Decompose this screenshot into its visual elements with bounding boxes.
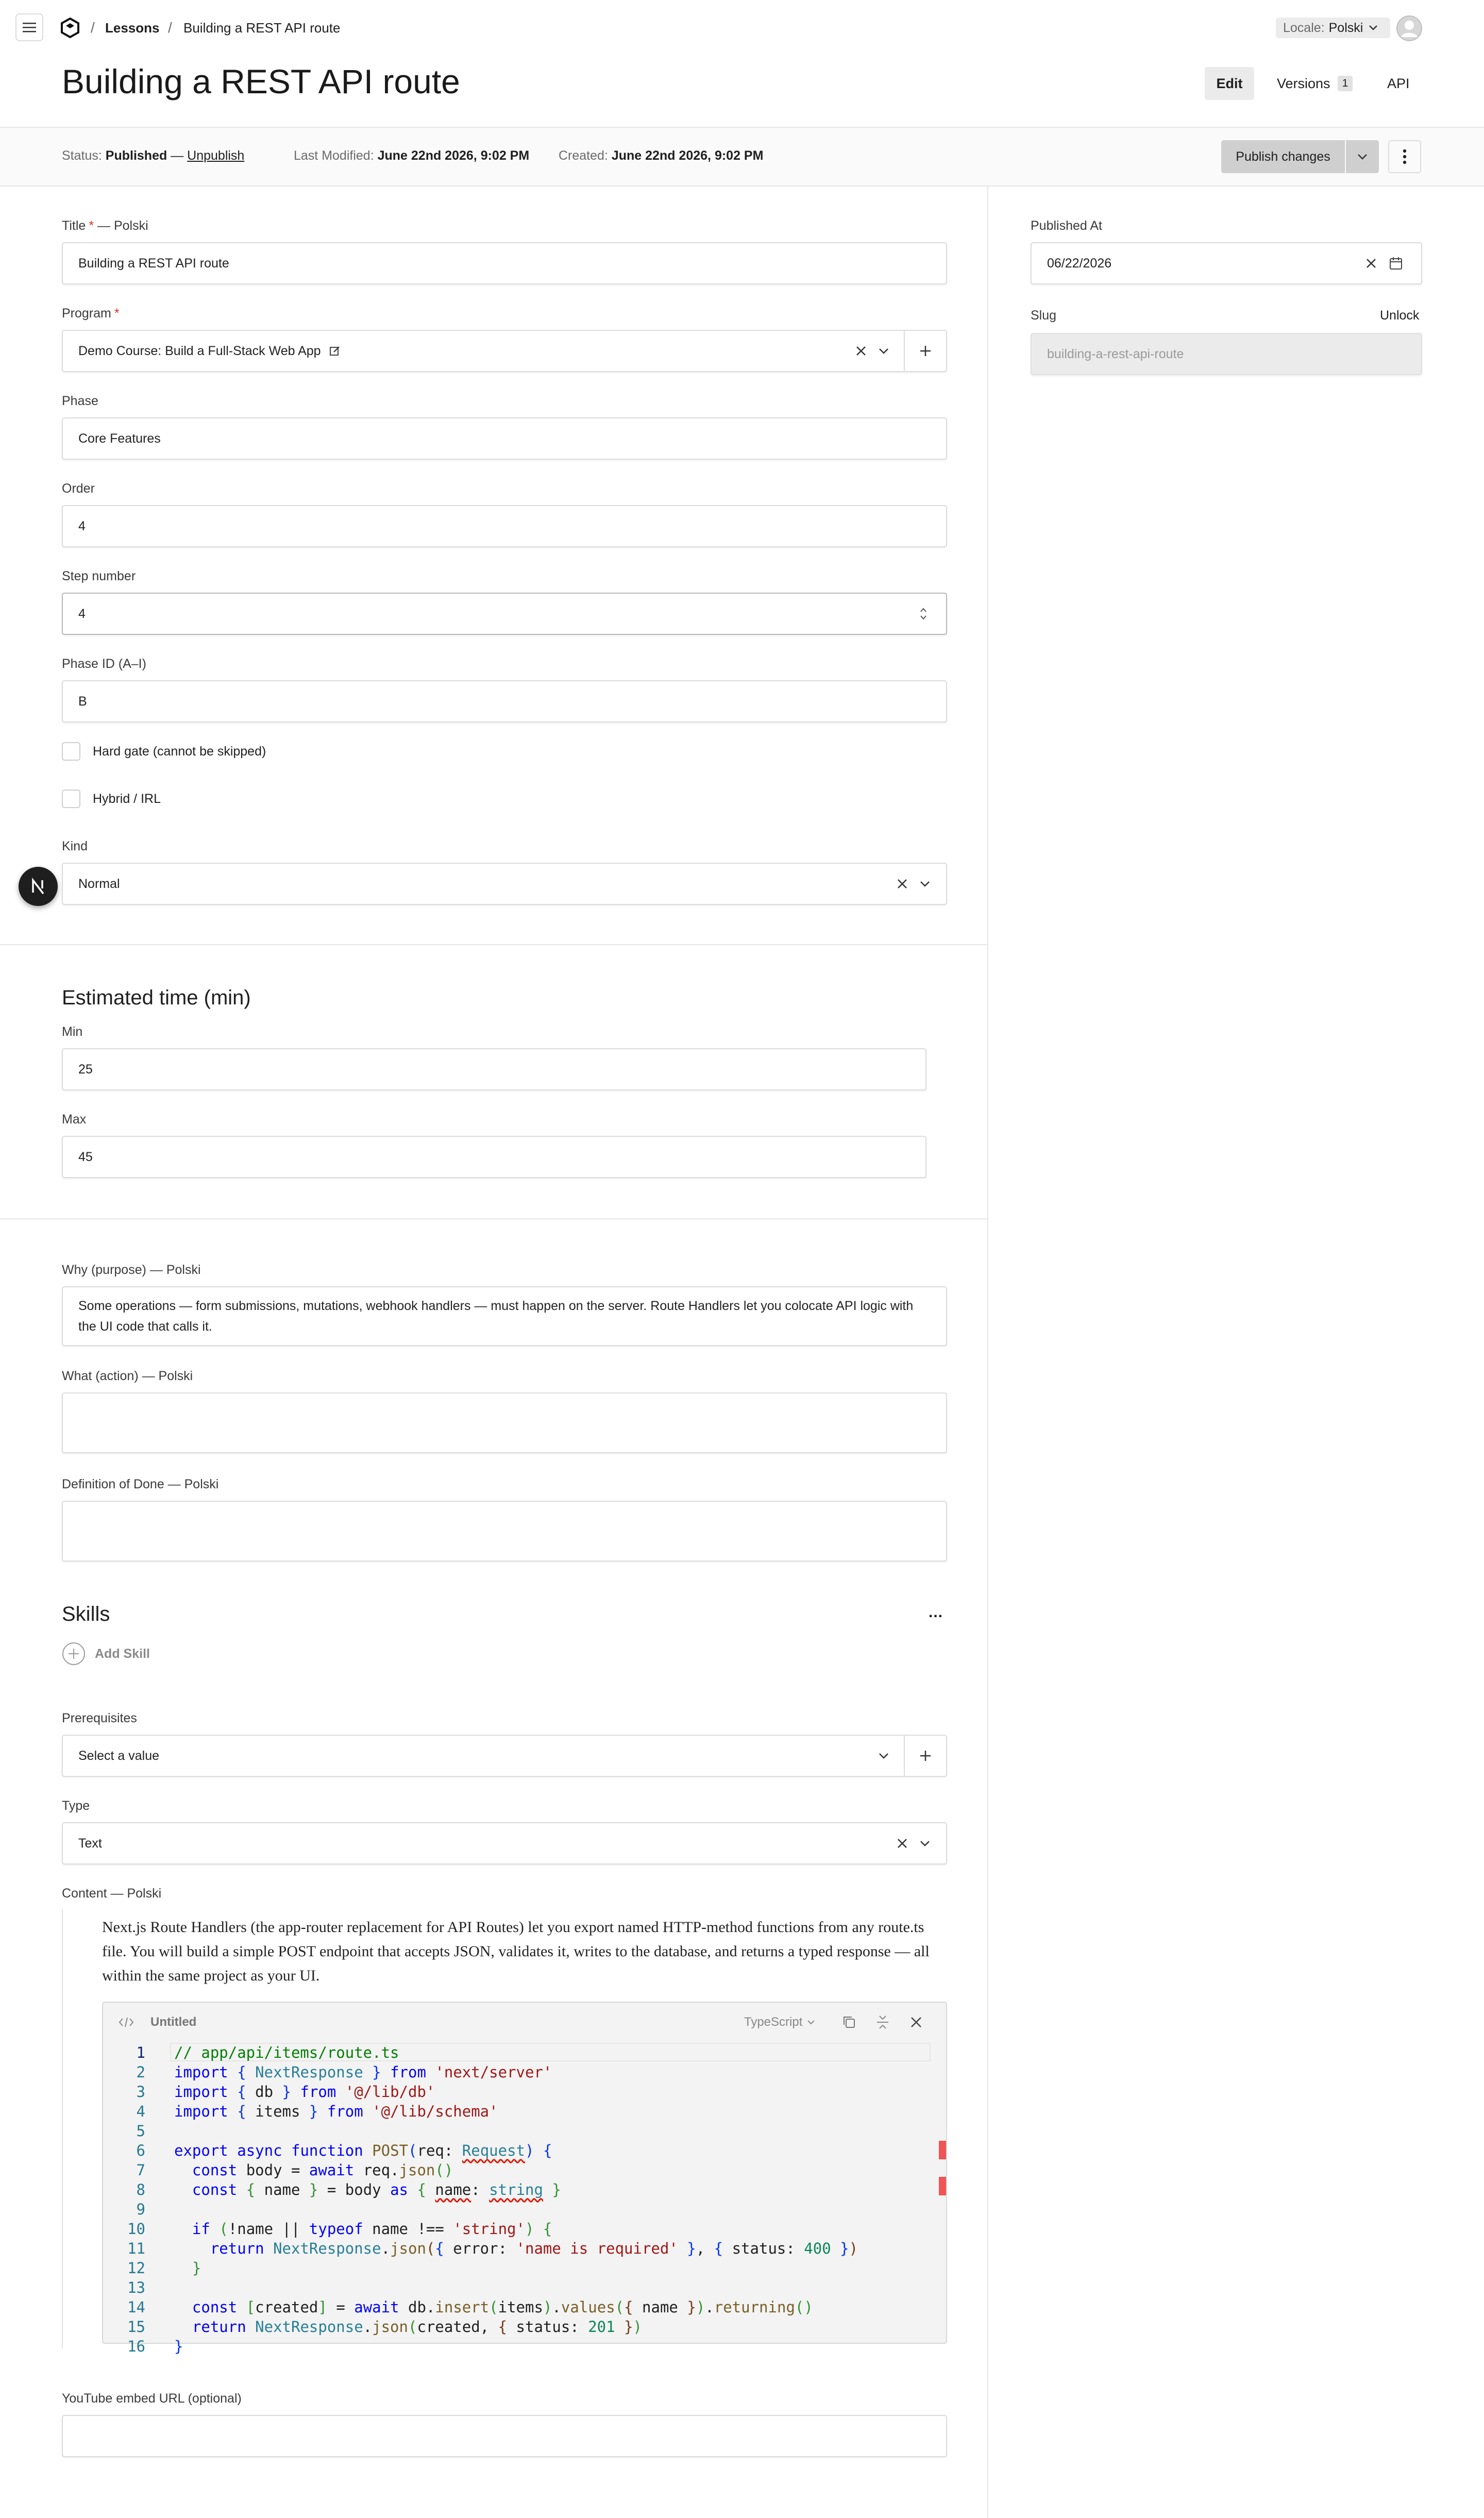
hard-gate-checkbox[interactable]: [62, 742, 80, 761]
step-label: Step number: [62, 569, 136, 583]
line-number: 12: [127, 2259, 145, 2277]
prereq-add-button[interactable]: [904, 1736, 946, 1776]
breadcrumb-separator: /: [168, 20, 172, 36]
error-marker: [939, 2141, 946, 2159]
close-icon[interactable]: [855, 345, 867, 357]
tab-api[interactable]: [1387, 67, 1418, 100]
avatar-icon[interactable]: [1396, 15, 1422, 41]
status-sep: —: [171, 148, 184, 163]
published-at-input[interactable]: [1031, 242, 1422, 284]
code-toolbar: [103, 2003, 946, 2042]
code-block[interactable]: [102, 2002, 947, 2355]
max-label: Max: [62, 1112, 87, 1127]
kind-label: Kind: [62, 839, 88, 853]
modified-info: [294, 148, 529, 163]
stepper-icon[interactable]: [919, 607, 927, 621]
kind-select[interactable]: [62, 863, 947, 905]
plus-icon: [919, 1750, 932, 1762]
close-icon[interactable]: [897, 1838, 908, 1849]
status-divider: [0, 186, 1484, 187]
title-locale: — Polski: [97, 219, 148, 233]
slug-unlock-button[interactable]: Unlock: [1380, 308, 1420, 323]
tab-versions-label: Versions: [1277, 75, 1330, 91]
chevron-down-icon: [1357, 153, 1368, 160]
code-line: import { items } from '@/lib/schema': [174, 2103, 498, 2120]
type-select[interactable]: [62, 1822, 947, 1865]
line-number: 7: [136, 2161, 145, 2179]
line-number: 11: [127, 2240, 145, 2257]
hybrid-label: Hybrid / IRL: [93, 792, 161, 806]
line-number: 4: [136, 2103, 145, 2120]
collapse-icon[interactable]: [876, 2015, 889, 2030]
created-value: June 22nd 2026, 9:02 PM: [611, 148, 764, 163]
code-line: const [created] = await db.insert(items).values({ name }).returning(): [192, 2298, 813, 2316]
hard-gate-label: Hard gate (cannot be skipped): [93, 744, 266, 759]
locale-label: Locale:: [1283, 20, 1325, 35]
chevron-down-icon: [1368, 24, 1378, 31]
why-value: Some operations — form submissions, mutations, webhook handlers — must happen on the server. Route Handlers let you colocate API logic with the UI code that calls it.: [78, 1299, 914, 1334]
line-number: 5: [136, 2122, 145, 2140]
locale-selector[interactable]: [1276, 18, 1390, 38]
calendar-icon[interactable]: [1389, 257, 1403, 270]
youtube-label: YouTube embed URL (optional): [62, 2391, 242, 2406]
line-number: 14: [127, 2298, 145, 2316]
page-title: Building a REST API route: [62, 62, 460, 100]
code-line: return NextResponse.json({ error: 'name is required' }, { status: 400 }): [210, 2240, 858, 2257]
type-value: Text: [78, 1836, 102, 1851]
tab-edit-label: Edit: [1216, 75, 1243, 91]
line-number: 3: [136, 2083, 145, 2101]
step-number-input[interactable]: [62, 593, 947, 635]
max-input[interactable]: [62, 1136, 926, 1178]
publish-options-button[interactable]: [1346, 140, 1379, 173]
line-number: 2: [136, 2063, 145, 2081]
youtube-input[interactable]: [62, 2415, 947, 2457]
slug-value: building-a-rest-api-route: [1047, 346, 1184, 361]
required-marker: *: [89, 219, 94, 233]
modified-value: June 22nd 2026, 9:02 PM: [377, 148, 530, 163]
done-textarea[interactable]: [62, 1501, 947, 1562]
breadcrumb-lessons[interactable]: Lessons: [105, 20, 160, 36]
close-icon[interactable]: [897, 878, 908, 889]
sidebar-divider: [987, 187, 988, 2518]
line-number: 1: [136, 2044, 145, 2061]
chevron-down-icon: [806, 2019, 816, 2025]
nextjs-dev-badge[interactable]: [19, 867, 58, 906]
language-selector[interactable]: [744, 2015, 816, 2029]
min-input[interactable]: [62, 1048, 926, 1090]
hamburger-icon: [23, 22, 36, 33]
versions-count-badge: 1: [1338, 76, 1353, 91]
hybrid-checkbox[interactable]: [62, 790, 80, 808]
add-skill-label: Add Skill: [95, 1646, 150, 1661]
code-line: import { db } from '@/lib/db': [174, 2083, 435, 2101]
add-skill-button[interactable]: [62, 1642, 150, 1666]
content-paragraph[interactable]: Next.js Route Handlers (the app-router replacement for API Routes) let you export named HTTP-method functions from any route.ts file. You will build a simple POST endpoint that accepts JSON, validates it, writes to the database, and returns a typed response — all within the same project as your UI.: [102, 1919, 930, 1984]
line-number: 9: [136, 2201, 145, 2218]
code-line: export async function POST(req: Request) {: [174, 2142, 552, 2159]
code-line: // app/api/items/route.ts: [174, 2044, 399, 2061]
language-value: TypeScript: [744, 2015, 803, 2029]
order-input[interactable]: [62, 505, 947, 547]
breadcrumb-current: Building a REST API route: [183, 20, 341, 36]
kind-value: Normal: [78, 876, 120, 891]
status-label: Status:: [62, 148, 102, 163]
chevron-down-icon[interactable]: [919, 1840, 931, 1847]
status-info: [62, 148, 244, 163]
min-label: Min: [62, 1025, 83, 1039]
program-select[interactable]: [62, 330, 947, 372]
tab-versions[interactable]: [1277, 67, 1359, 100]
unpublish-link[interactable]: Unpublish: [187, 148, 245, 163]
line-number: 16: [127, 2338, 145, 2355]
more-options-button[interactable]: [1388, 140, 1421, 173]
locale-value: Polski: [1328, 20, 1363, 35]
program-label-text: Program: [62, 306, 111, 321]
chevron-down-icon[interactable]: [878, 347, 889, 355]
skills-more-button[interactable]: ...: [929, 1604, 943, 1621]
created-label: Created:: [559, 148, 608, 163]
phase-value: Core Features: [78, 431, 161, 446]
logo-icon[interactable]: [60, 18, 80, 38]
section-divider: [0, 1218, 987, 1219]
tab-edit[interactable]: [1205, 67, 1254, 100]
phase-id-input[interactable]: [62, 680, 947, 723]
code-editor[interactable]: [103, 2042, 946, 2355]
section-divider: [0, 944, 987, 945]
plus-icon: [919, 345, 932, 357]
close-icon[interactable]: [1365, 258, 1377, 269]
code-title[interactable]: Untitled: [150, 2015, 197, 2029]
estimated-heading: Estimated time (min): [62, 986, 251, 1009]
program-label: [62, 306, 120, 321]
code-line: if (!name || typeof name !== 'string') {: [192, 2220, 552, 2238]
code-line: import { NextResponse } from 'next/server': [174, 2063, 552, 2081]
copy-icon[interactable]: [842, 2015, 856, 2029]
done-label: Definition of Done — Polski: [62, 1477, 219, 1491]
prereq-placeholder: Select a value: [78, 1748, 160, 1763]
why-textarea[interactable]: [62, 1286, 947, 1346]
nextjs-icon: [29, 877, 47, 896]
code-line: return NextResponse.json(created, { status: 201 }): [192, 2318, 642, 2336]
title-value: Building a REST API route: [78, 256, 229, 271]
what-label: What (action) — Polski: [62, 1369, 193, 1383]
prerequisites-select[interactable]: [62, 1735, 947, 1777]
slug-label: Slug: [1031, 308, 1057, 323]
status-value: Published: [105, 148, 167, 163]
line-number: 8: [136, 2181, 145, 2198]
code-line: }: [174, 2338, 183, 2355]
order-label: Order: [62, 481, 95, 496]
order-value: 4: [78, 518, 86, 533]
program-value: Demo Course: Build a Full-Stack Web App: [78, 343, 321, 358]
close-icon[interactable]: [910, 2016, 922, 2028]
code-icon: [119, 2016, 134, 2028]
program-add-button[interactable]: [904, 331, 946, 371]
max-value: 45: [78, 1149, 93, 1164]
title-label-text: Title: [62, 219, 86, 233]
published-at-label: Published At: [1031, 219, 1102, 233]
phase-id-value: B: [78, 694, 87, 709]
content-label: Content — Polski: [62, 1886, 162, 1901]
type-label: Type: [62, 1799, 90, 1813]
publish-changes-button[interactable]: [1221, 140, 1345, 173]
published-at-value: 06/22/2026: [1047, 256, 1112, 271]
slug-input: [1031, 333, 1422, 375]
line-number: 6: [136, 2142, 145, 2159]
publish-changes-label: Publish changes: [1236, 149, 1330, 164]
plus-circle-icon: [62, 1642, 86, 1666]
error-marker: [939, 2177, 946, 2195]
what-textarea[interactable]: [62, 1392, 947, 1453]
menu-button[interactable]: [15, 13, 43, 41]
phase-id-label: Phase ID (A–I): [62, 657, 146, 671]
modified-label: Last Modified:: [294, 148, 374, 163]
line-number: 13: [127, 2279, 145, 2296]
chevron-down-icon[interactable]: [919, 880, 931, 887]
step-value: 4: [78, 606, 86, 621]
phase-label: Phase: [62, 394, 98, 408]
required-marker: *: [114, 306, 120, 321]
line-number: 15: [127, 2318, 145, 2336]
code-line: const { name } = body as { name: string }: [192, 2181, 561, 2198]
min-value: 25: [78, 1062, 93, 1077]
tab-api-label: API: [1387, 75, 1410, 91]
code-line: }: [192, 2259, 201, 2277]
why-label: Why (purpose) — Polski: [62, 1263, 201, 1277]
editor-gutter-line: [62, 1909, 63, 2349]
line-number: 10: [127, 2220, 145, 2238]
created-info: [559, 148, 763, 163]
edit-icon[interactable]: [329, 345, 341, 357]
skills-heading: Skills: [62, 1603, 110, 1625]
kebab-icon: [1403, 149, 1407, 164]
breadcrumb-separator: /: [91, 20, 95, 36]
prereq-label: Prerequisites: [62, 1711, 137, 1725]
title-label: [62, 219, 148, 233]
code-line: const body = await req.json(): [192, 2161, 453, 2179]
chevron-down-icon[interactable]: [878, 1752, 889, 1759]
phase-input[interactable]: [62, 417, 947, 460]
title-input[interactable]: [62, 242, 947, 284]
